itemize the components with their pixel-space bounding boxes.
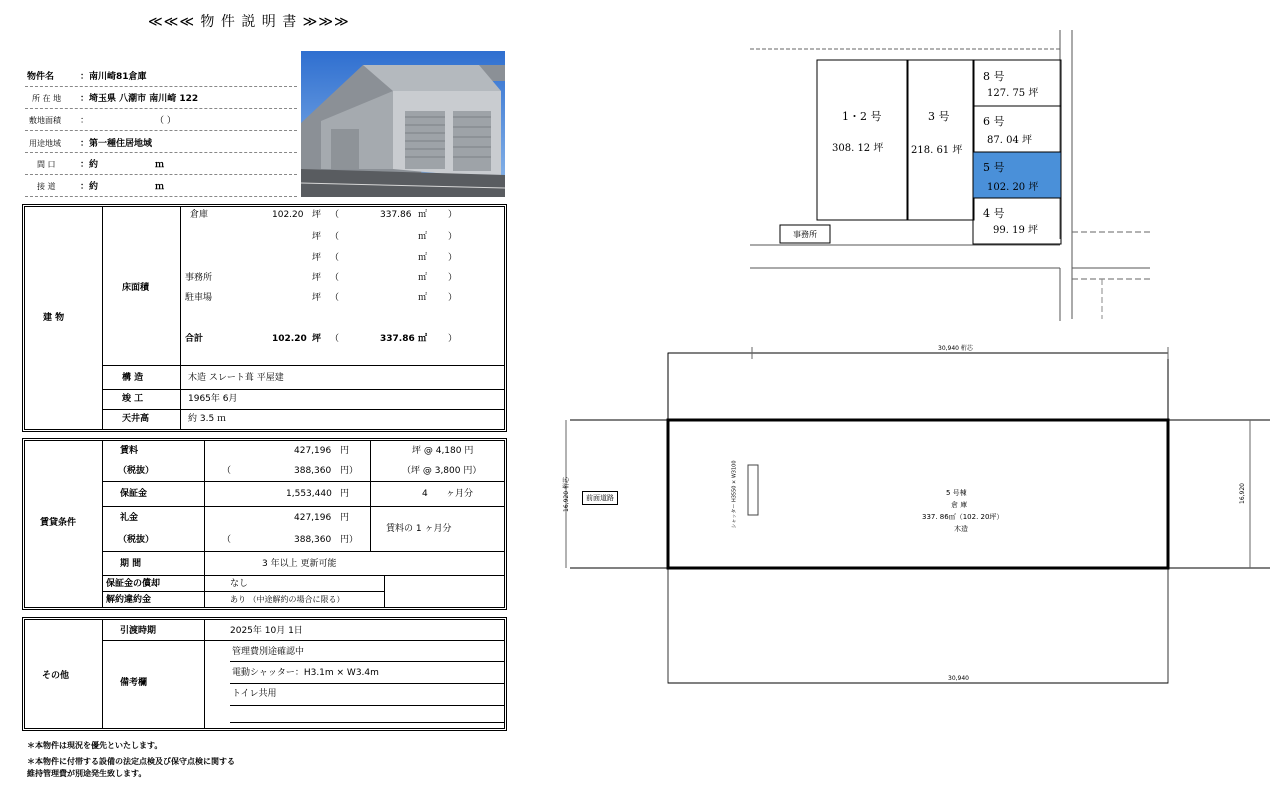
deposit-value: 1,553,440 <box>286 489 332 499</box>
note-line: 維持管理費が別途発生致します。 <box>27 769 147 778</box>
floor-row-sqm-unit: ㎡ <box>418 273 428 283</box>
remark-item: トイレ共用 <box>232 689 277 699</box>
key-money-label: 礼金 <box>120 513 139 523</box>
road-unit: ｍ <box>155 182 165 192</box>
address-label: 所 在 地 <box>32 94 62 103</box>
rent-tax-unit: 円） <box>340 466 359 476</box>
frontage-label: 間 口 <box>37 160 56 169</box>
rent-per-tsubo: 坪 @ 4,180 円 <box>412 446 474 456</box>
unit-4-label: 4 号 <box>983 207 1005 220</box>
lease-section-label: 賃貸条件 <box>40 518 77 528</box>
unit-3-area: 218. 61 坪 <box>911 145 963 156</box>
floor-total-sqm-unit: ㎡ <box>418 334 428 344</box>
floor-total-paren-close: ） <box>448 334 458 344</box>
key-money-value: 427,196 <box>294 513 332 523</box>
front-road-label: 前面道路 <box>582 491 618 505</box>
building-table <box>22 204 507 432</box>
floor-row-tsubo-unit: 坪 <box>312 253 322 263</box>
floor-row-paren-open: （ <box>330 210 340 220</box>
office-label: 事務所 <box>793 230 817 239</box>
key-money-tax-paren: （ <box>222 535 232 545</box>
unit-3-label: 3 号 <box>928 110 950 123</box>
floor-row-paren-close: ） <box>448 253 458 263</box>
site-area-value: ： <box>80 116 90 126</box>
unit-5-area: 102. 20 坪 <box>987 182 1039 193</box>
floor-row-paren-close: ） <box>448 273 458 283</box>
unit-1-2-area: 308. 12 坪 <box>832 143 884 154</box>
right-dimension: 16,920 <box>1239 483 1246 504</box>
floor-row-name: 倉庫 <box>190 210 209 220</box>
floor-structure-label: 木造 <box>954 525 968 533</box>
floor-row-paren-close: ） <box>448 232 458 242</box>
floor-row-tsubo-unit: 坪 <box>312 210 322 220</box>
ceiling-value: 約 3.5 ｍ <box>188 414 227 424</box>
floor-row-sqm-unit: ㎡ <box>418 210 428 220</box>
frontage-value: ：約 <box>80 160 99 170</box>
floor-row-paren-close: ） <box>448 293 458 303</box>
building-section-label: 建 物 <box>43 313 65 323</box>
floor-row-paren-open: （ <box>330 273 340 283</box>
unit-6-label: 6 号 <box>983 115 1005 128</box>
property-name-value: ：南川崎81倉庫 <box>80 72 147 82</box>
site-area-label: 敷地面積 <box>29 116 61 125</box>
floor-row-sqm-unit: ㎡ <box>418 293 428 303</box>
floor-total-sqm: 337.86 <box>380 334 415 344</box>
note-line: ＊本物件に付帯する設備の法定点検及び保守点検に関する <box>27 757 235 766</box>
completed-value: 1965年 6月 <box>188 394 238 404</box>
term-label: 期 間 <box>120 559 142 569</box>
floor-row-sqm-unit: ㎡ <box>418 232 428 242</box>
other-section-label: その他 <box>42 671 70 681</box>
shutter-label: シャッター H3550 × W3100 <box>731 460 738 529</box>
penalty-value: あり （中途解約の場合に限る） <box>230 595 345 604</box>
structure-label: 構 造 <box>122 373 144 383</box>
left-dimension: 16,920 桁芯 <box>562 477 570 512</box>
unit-5-label: 5 号 <box>983 161 1005 174</box>
rent-label: 賃料 <box>120 446 139 456</box>
unit-4-area: 99. 19 坪 <box>993 225 1038 236</box>
plan-drawing <box>560 25 1280 785</box>
unit-8-area: 127. 75 坪 <box>987 88 1039 99</box>
deposit-months: 4 <box>422 489 428 499</box>
unit-1-2-label: 1・2 号 <box>842 110 882 123</box>
key-money-tax-label: （税抜） <box>118 535 155 545</box>
floor-row-sqm: 337.86 <box>380 210 412 220</box>
floor-row-tsubo-unit: 坪 <box>312 273 322 283</box>
floor-unit-label: 5 号棟 <box>946 489 967 497</box>
floor-row-paren-open: （ <box>330 232 340 242</box>
deposit-unit: 円 <box>340 489 350 499</box>
property-name-label: 物件名 <box>27 72 55 82</box>
deposit-return-value: なし <box>230 579 249 589</box>
unit-8-label: 8 号 <box>983 70 1005 83</box>
road-label: 接 道 <box>37 182 56 191</box>
road-value: ：約 <box>80 182 99 192</box>
deposit-return-label: 保証金の償却 <box>106 579 161 589</box>
floor-area-label: 337. 86㎡（102. 20坪） <box>922 513 1004 521</box>
deposit-label: 保証金 <box>120 489 148 499</box>
penalty-label: 解約違約金 <box>106 595 152 605</box>
key-money-note: 賃料の 1 ヶ月分 <box>386 524 452 534</box>
rent-unit: 円 <box>340 446 350 456</box>
key-money-tax-unit: 円） <box>340 535 359 545</box>
unit-6-area: 87. 04 坪 <box>987 135 1032 146</box>
site-area-paren: （ ） <box>155 116 176 126</box>
rent-tax-value: 388,360 <box>294 466 332 476</box>
address-value: ：埼玉県 八潮市 南川崎 122 <box>80 94 199 104</box>
bottom-dimension: 30,940 <box>948 675 969 682</box>
rent-value: 427,196 <box>294 446 332 456</box>
deposit-months-unit: ヶ月分 <box>446 489 474 499</box>
key-money-unit: 円 <box>340 513 350 523</box>
floor-total-paren-open: （ <box>330 334 340 344</box>
handover-value: 2025年 10月 1日 <box>230 626 303 636</box>
rent-tax-per-tsubo: （坪 @ 3,800 円） <box>402 466 482 476</box>
floor-row-paren-open: （ <box>330 293 340 303</box>
floor-row-tsubo-unit: 坪 <box>312 232 322 242</box>
floor-usage-label: 倉 庫 <box>951 501 968 509</box>
frontage-unit: ｍ <box>155 160 165 170</box>
remark-item: 管理費別途確認中 <box>232 647 305 657</box>
floor-total-tsubo-unit: 坪 <box>312 334 322 344</box>
floor-area-label: 床面積 <box>122 283 150 293</box>
top-dimension: 30,940 桁芯 <box>938 345 973 352</box>
note-line: ＊本物件は現況を優先といたします。 <box>27 741 163 750</box>
floor-total-tsubo: 102.20 <box>272 334 307 344</box>
document-title: ≪≪≪ 物 件 説 明 書 ≫≫≫ <box>148 14 350 30</box>
ceiling-label: 天井高 <box>122 414 150 424</box>
floor-row-sqm-unit: ㎡ <box>418 253 428 263</box>
floor-row-name: 駐車場 <box>185 293 213 303</box>
floor-row-name: 事務所 <box>185 273 213 283</box>
site-and-floor-plan <box>560 25 1280 785</box>
floor-row-paren-close: ） <box>448 210 458 220</box>
floor-total-name: 合計 <box>185 334 204 344</box>
rent-tax-label: （税抜） <box>118 466 155 476</box>
rent-tax-paren: （ <box>222 466 232 476</box>
remark-item: 電動シャッター：H3.1m × W3.4m <box>232 668 379 678</box>
zoning-value: ：第一種住居地域 <box>80 139 153 149</box>
floor-row-tsubo-unit: 坪 <box>312 293 322 303</box>
term-value: 3 年以上 更新可能 <box>262 559 337 569</box>
key-money-tax-value: 388,360 <box>294 535 332 545</box>
handover-label: 引渡時期 <box>120 626 157 636</box>
zoning-label: 用途地域 <box>29 139 61 148</box>
structure-value: 木造 スレート葺 平屋建 <box>188 373 284 383</box>
remarks-label: 備考欄 <box>120 678 148 688</box>
warehouse-photo <box>301 51 505 197</box>
floor-row-paren-open: （ <box>330 253 340 263</box>
completed-label: 竣 工 <box>122 394 144 404</box>
floor-row-tsubo: 102.20 <box>272 210 304 220</box>
